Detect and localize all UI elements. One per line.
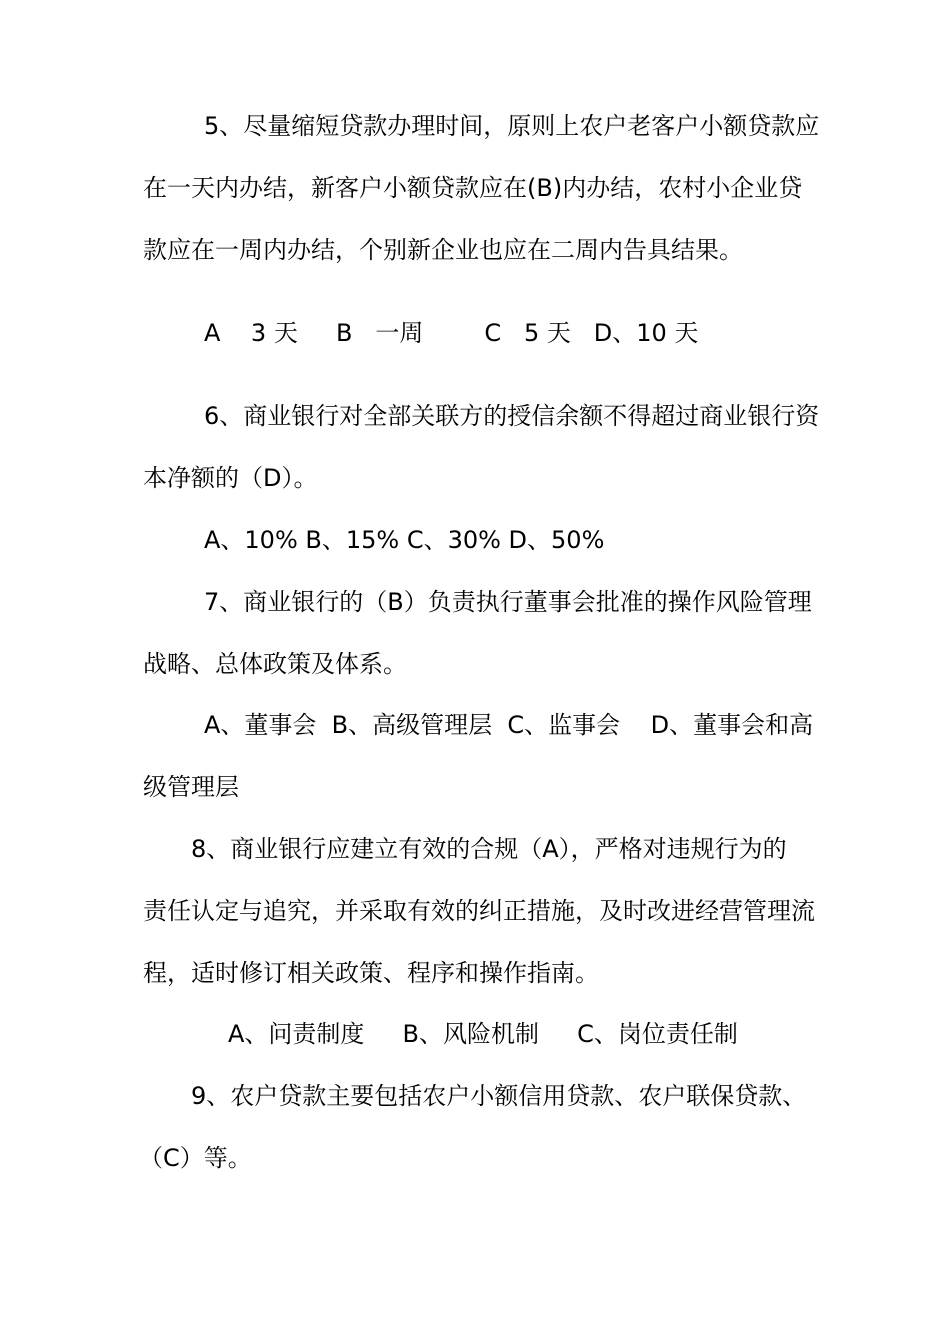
question-5-line-1: 5、尽量缩短贷款办理时间，原则上农户老客户小额贷款应	[204, 112, 820, 140]
question-9-line-1: 9、农户贷款主要包括农户小额信用贷款、农户联保贷款、	[191, 1082, 807, 1110]
question-5-line-3: 款应在一周内办结，个别新企业也应在二周内告具结果。	[143, 236, 743, 264]
question-7-options-line-2: 级管理层	[143, 773, 239, 801]
question-8-line-3: 程，适时修订相关政策、程序和操作指南。	[143, 959, 599, 987]
question-7-line-2: 战略、总体政策及体系。	[143, 650, 407, 678]
question-7-options-line-1: A、董事会 B、高级管理层 C、监事会 D、董事会和高	[204, 711, 814, 739]
question-6-line-1: 6、商业银行对全部关联方的授信余额不得超过商业银行资	[204, 402, 820, 430]
question-7-line-1: 7、商业银行的（B）负责执行董事会批准的操作风险管理	[204, 588, 812, 616]
question-6-options: A、10% B、15% C、30% D、50%	[204, 526, 605, 554]
question-5-options: A 3 天 B 一周 C 5 天 D、10 天	[204, 319, 699, 347]
question-8-line-2: 责任认定与追究，并采取有效的纠正措施，及时改进经营管理流	[143, 897, 815, 925]
question-5-line-2: 在一天内办结，新客户小额贷款应在(B)内办结，农村小企业贷	[143, 174, 803, 202]
question-8-options: A、问责制度 B、风险机制 C、岗位责任制	[228, 1020, 738, 1048]
question-8-line-1: 8、商业银行应建立有效的合规（A），严格对违规行为的	[191, 835, 787, 863]
question-6-line-2: 本净额的（D）。	[143, 464, 318, 492]
question-9-line-2: （C）等。	[139, 1144, 252, 1172]
